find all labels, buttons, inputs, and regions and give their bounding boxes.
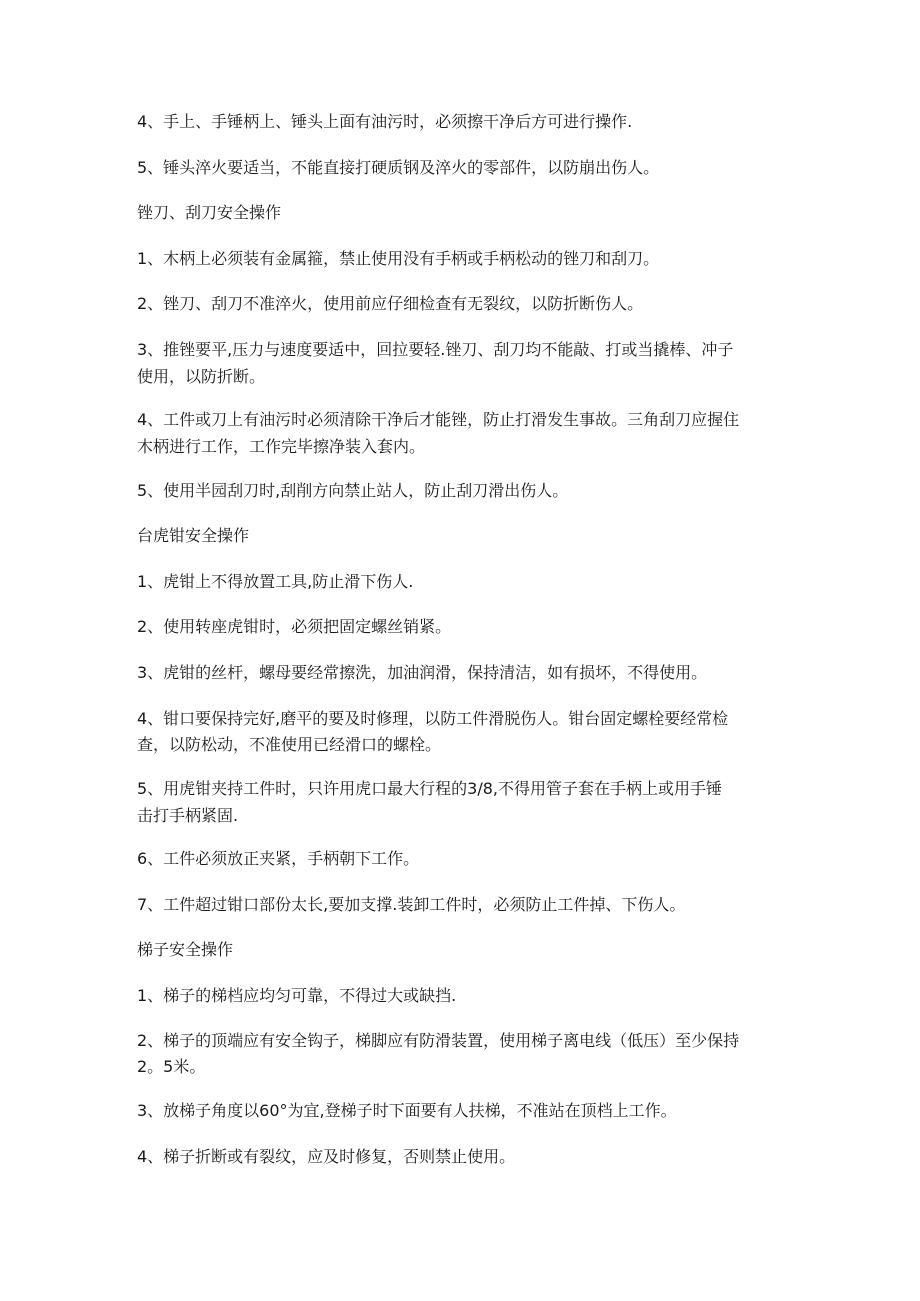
vise-item-5-line-2: 击打手柄紧固.: [137, 806, 239, 825]
ladder-item-2-line-1: 2、梯子的顶端应有安全钩子，梯脚应有防滑装置，使用梯子离电线（低压）至少保持: [137, 1031, 740, 1050]
section-heading-vise: 台虎钳安全操作: [137, 526, 250, 545]
ladder-item-2-line-2: 2。5米。: [137, 1057, 206, 1076]
ladder-item-4: 4、梯子折断或有裂纹，应及时修复，否则禁止使用。: [137, 1147, 516, 1166]
vise-item-1: 1、虎钳上不得放置工具,防止滑下伤人.: [137, 572, 414, 591]
section-heading-file: 锉刀、刮刀安全操作: [137, 203, 282, 222]
vise-item-2: 2、使用转座虎钳时，必须把固定螺丝销紧。: [137, 617, 452, 636]
file-item-5: 5、使用半园刮刀时,刮削方向禁止站人，防止刮刀滑出伤人。: [137, 481, 569, 500]
file-item-3-line-2: 使用，以防折断。: [137, 367, 266, 386]
file-item-3-line-1: 3、推锉要平,压力与速度要适中，回拉要轻.锉刀、刮刀均不能敲、打或当撬棒、冲子: [137, 340, 734, 359]
vise-item-3: 3、虎钳的丝杆，螺母要经常擦洗，加油润滑，保持清洁，如有损坏，不得使用。: [137, 663, 708, 682]
ladder-item-1: 1、梯子的梯档应均匀可靠，不得过大或缺挡.: [137, 986, 457, 1005]
hammer-item-4: 4、手上、手锤柄上、锤头上面有油污时，必须擦干净后方可进行操作.: [137, 112, 633, 131]
vise-item-4-line-2: 查，以防松动，不准使用已经滑口的螺栓。: [137, 735, 442, 754]
section-heading-ladder: 梯子安全操作: [137, 940, 234, 959]
file-item-4-line-1: 4、工件或刀上有油污时必须清除干净后才能锉，防止打滑发生事故。三角刮刀应握住: [137, 410, 740, 429]
vise-item-6: 6、工件必须放正夹紧，手柄朝下工作。: [137, 849, 420, 868]
vise-item-5-line-1: 5、用虎钳夹持工件时，只许用虎口最大行程的3/8,不得用管子套在手柄上或用手锤: [137, 779, 723, 798]
ladder-item-3: 3、放梯子角度以60°为宜,登梯子时下面要有人扶梯，不准站在顶档上工作。: [137, 1101, 677, 1120]
hammer-item-5: 5、锤头淬火要适当，不能直接打硬质钢及淬火的零部件，以防崩出伤人。: [137, 158, 660, 177]
file-item-1: 1、木柄上必须装有金属箍，禁止使用没有手柄或手柄松动的锉刀和刮刀。: [137, 249, 660, 268]
vise-item-4-line-1: 4、钳口要保持完好,磨平的要及时修理，以防工件滑脱伤人。钳台固定螺栓要经常检: [137, 709, 729, 728]
file-item-2: 2、锉刀、刮刀不准淬火，使用前应仔细检查有无裂纹，以防折断伤人。: [137, 294, 644, 313]
file-item-4-line-2: 木柄进行工作，工作完毕擦净装入套内。: [137, 437, 426, 456]
vise-item-7: 7、工件超过钳口部份太长,要加支撑.装卸工件时，必须防止工件掉、下伤人。: [137, 895, 686, 914]
